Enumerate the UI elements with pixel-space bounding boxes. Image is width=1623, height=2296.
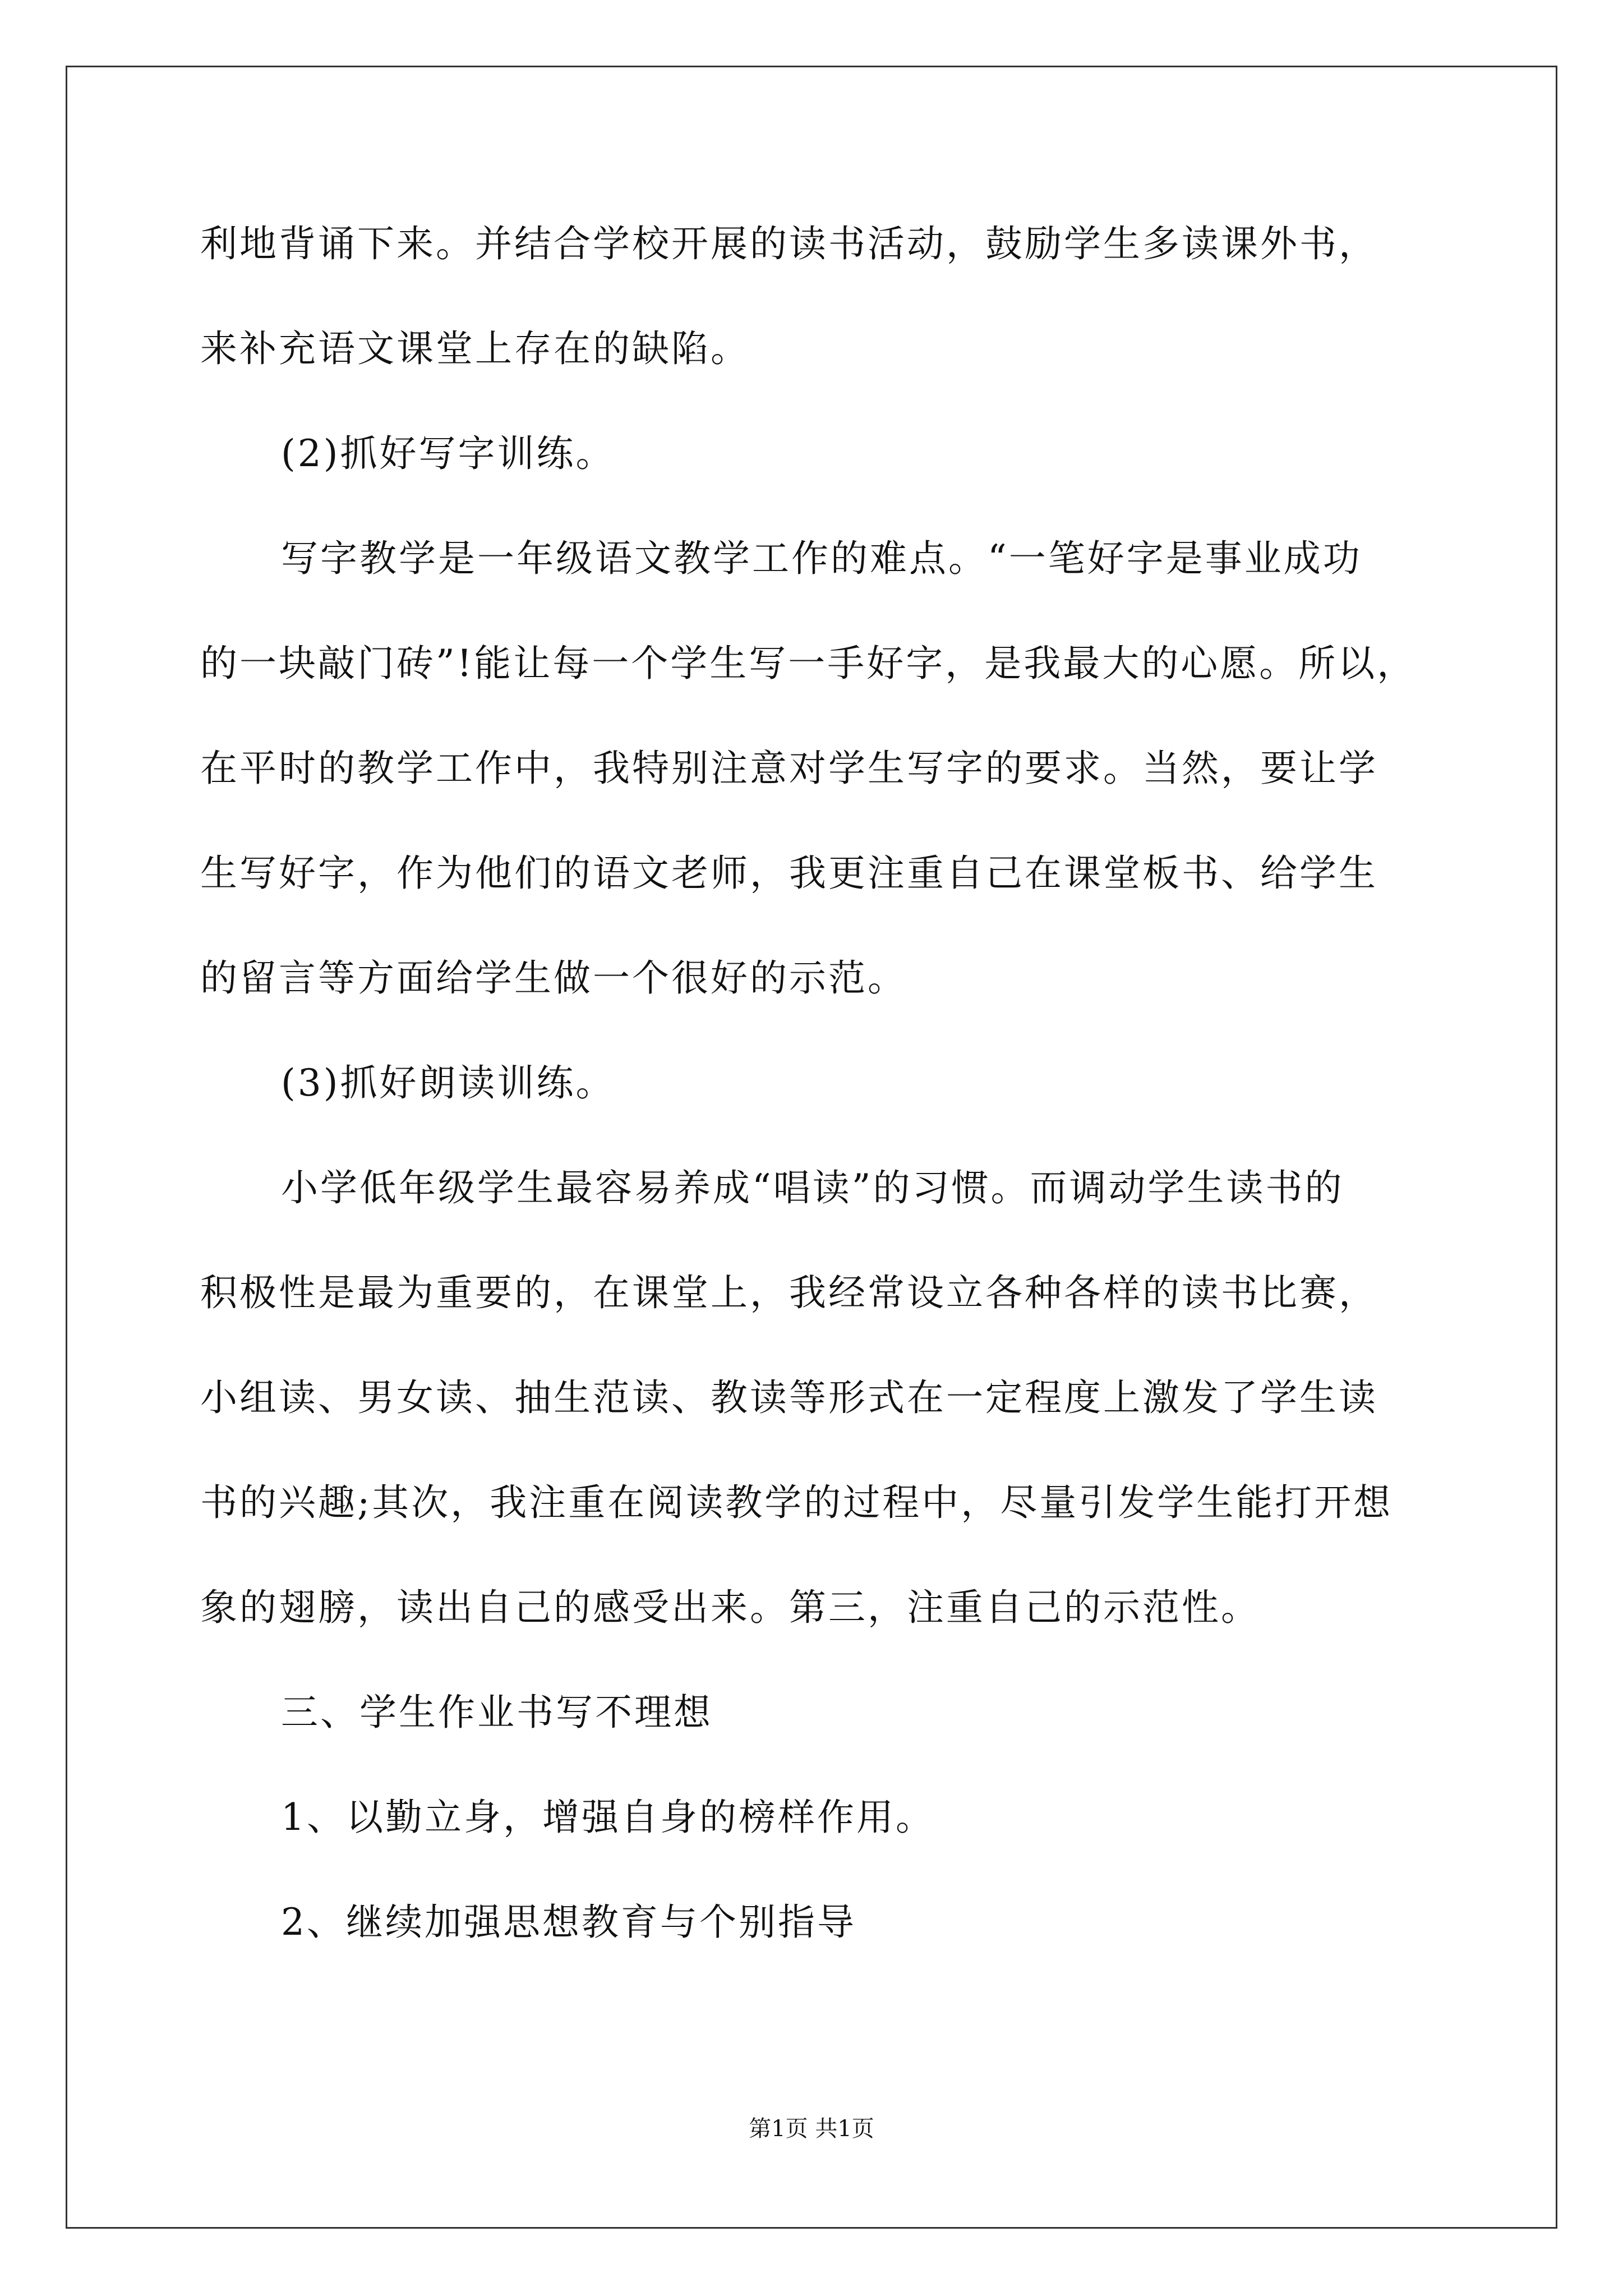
paragraph-line: 生写好字，作为他们的语文老师，我更注重自己在课堂板书、给学生	[200, 852, 1378, 895]
page-footer: 第1页 共1页	[749, 2116, 874, 2142]
paragraph-line: 积极性是最为重要的，在课堂上，我经常设立各种各样的读书比赛，	[200, 1271, 1378, 1314]
list-item: 1、以勤立身，增强自身的榜样作用。	[281, 1796, 935, 1839]
paragraph-line: 的一块敲门砖”!能让每一个学生写一手好字，是我最大的心愿。所以，	[200, 642, 1417, 685]
paragraph-line: 象的翅膀，读出自己的感受出来。第三，注重自己的示范性。	[200, 1586, 1260, 1629]
paragraph-line: 的留言等方面给学生做一个很好的示范。	[200, 956, 907, 1000]
paragraph-line: 小学低年级学生最容易养成“唱读”的习惯。而调动学生读书的	[281, 1166, 1344, 1209]
paragraph-line: 来补充语文课堂上存在的缺陷。	[200, 327, 750, 370]
paragraph-line: 写字教学是一年级语文教学工作的难点。“一笔好字是事业成功	[281, 537, 1362, 580]
paragraph-line: 在平时的教学工作中，我特别注意对学生写字的要求。当然，要让学	[200, 747, 1378, 790]
paragraph-line: 书的兴趣;其次，我注重在阅读教学的过程中，尽量引发学生能打开想	[200, 1481, 1393, 1524]
paragraph-line: 利地背诵下来。并结合学校开展的读书活动，鼓励学生多读课外书，	[200, 222, 1378, 265]
section-heading-three: 三、学生作业书写不理想	[281, 1691, 713, 1734]
paragraph-line: 小组读、男女读、抽生范读、教读等形式在一定程度上激发了学生读	[200, 1376, 1378, 1419]
list-item: 2、继续加强思想教育与个别指导	[281, 1901, 856, 1944]
subheading-writing-training: (2)抓好写字训练。	[281, 432, 615, 475]
subheading-reading-training: (3)抓好朗读训练。	[281, 1061, 615, 1105]
